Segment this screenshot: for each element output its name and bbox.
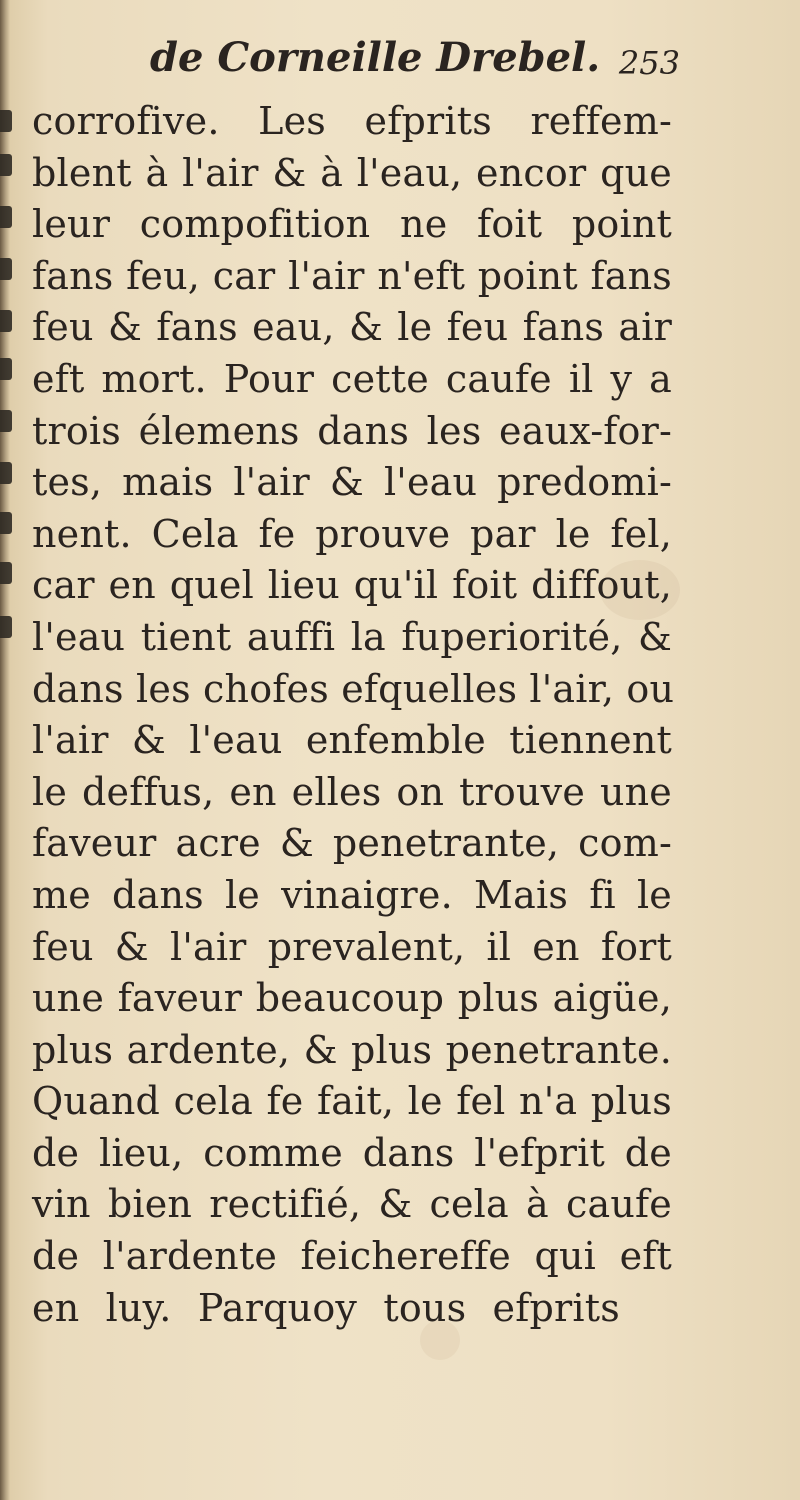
gutter-mark: [0, 110, 12, 132]
text-line: dans les chofes efquelles l'air, ou: [32, 666, 675, 711]
text-line: feu & l'air prevalent, il en fort: [32, 924, 672, 969]
gutter-mark: [0, 358, 12, 380]
text-line: vin bien rectifié, & cela à caufe: [32, 1182, 672, 1227]
body-text: [32, 96, 675, 1334]
text-line: blent à l'air & à l'eau, encor que: [32, 150, 672, 195]
gutter-mark: [0, 562, 12, 584]
gutter-mark: [0, 258, 12, 280]
text-line: corrofive. Les efprits reffem-: [32, 99, 672, 143]
text-line: nent. Cela fe prouve par le fel,: [32, 511, 672, 556]
gutter-mark: [0, 310, 12, 332]
text-line: Quand cela fe fait, le fel n'a plus: [32, 1079, 672, 1124]
gutter-mark: [0, 154, 12, 176]
text-line: de l'ardente feichereffe qui eft: [32, 1234, 672, 1279]
text-line: plus ardente, & plus penetrante.: [32, 1027, 672, 1072]
text-line: en luy. Parquoy tous efprits: [32, 1285, 620, 1330]
text-line: de lieu, comme dans l'efprit de: [32, 1130, 672, 1175]
text-line: faveur acre & penetrante, com-: [32, 821, 672, 866]
gutter-mark: [0, 512, 12, 534]
text-line: car en quel lieu qu'il foit diffout,: [32, 563, 672, 608]
gutter-mark: [0, 206, 12, 228]
text-line: le deffus, en elles on trouve une: [32, 769, 672, 814]
text-line: fans feu, car l'air n'eft point fans: [32, 253, 672, 298]
page-header: [150, 34, 680, 94]
gutter-marks: [0, 110, 14, 1070]
text-line: l'air & l'eau enfemble tiennent: [32, 718, 672, 763]
text-line: une faveur beaucoup plus aigüe,: [32, 976, 672, 1021]
text-line: me dans le vinaigre. Mais fi le: [32, 872, 672, 917]
text-line: leur compofition ne foit point: [32, 202, 672, 247]
text-line: eft mort. Pour cette caufe il y a: [32, 356, 672, 401]
text-line: tes, mais l'air & l'eau predomi-: [32, 460, 672, 505]
gutter-mark: [0, 462, 12, 484]
page-number: 253: [618, 44, 680, 82]
gutter-mark: [0, 616, 12, 638]
text-line: trois élemens dans les eaux-for-: [32, 408, 672, 453]
text-line: feu & fans eau, & le feu fans air: [32, 305, 672, 350]
gutter-mark: [0, 410, 12, 432]
running-title: de Corneille Drebel.: [150, 34, 601, 81]
text-line: l'eau tient auffi la fuperiorité, &: [32, 614, 672, 659]
